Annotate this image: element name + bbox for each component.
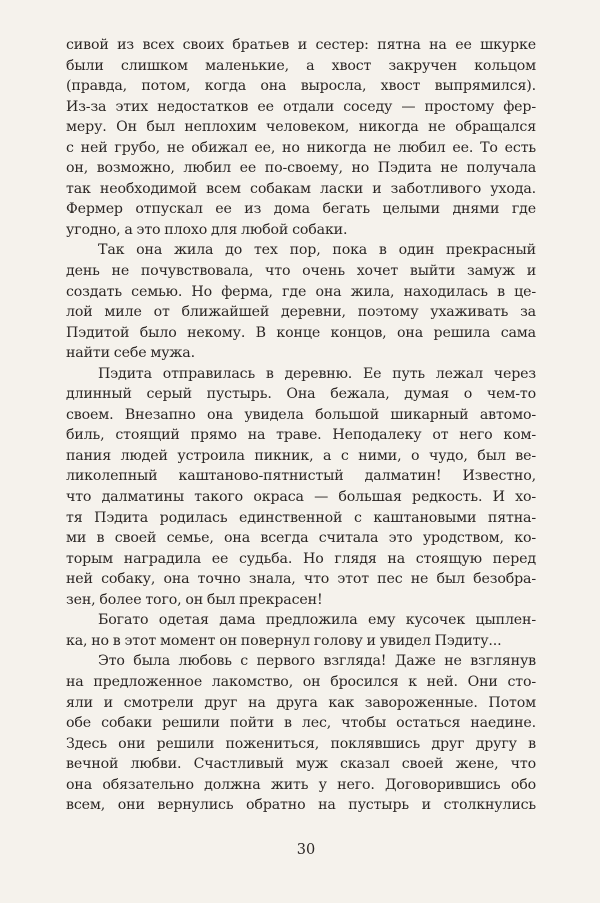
text-line: найти себе мужа. [66,345,195,362]
text-line: всем, они вернулись обратно на пустырь и столкнулись [66,797,536,814]
text-line: ней собаку, она точно знала, что этот пес не был безобра- [66,571,536,588]
text-line: Из-за этих недостатков ее отдали соседу — простому фер- [66,98,536,115]
text-line: с ней грубо, не обижал ее, но никогда не любил ее. То есть [66,139,536,156]
text-line: создать семью. Но ферма, где она жила, находилась в це- [66,283,536,300]
text-line: угодно, а это плохо для любой собаки. [66,221,348,238]
text-line: день не почувствовала, что очень хочет выйти замуж и [66,263,536,280]
text-line: (правда, потом, когда она выросла, хвост выпрямился). [66,78,536,95]
text-line: Здесь они решили пожениться, поклявшись друг другу в [66,735,536,752]
text-line: ка, но в этот момент он повернул голову и увидел Пэдиту... [66,632,502,649]
text-line: Пэдитой было некому. В конце концов, она решила сама [66,324,536,341]
page-number: 30 [296,842,316,858]
text-line: зен, более того, он был прекрасен! [66,591,323,608]
text-line: Так она жила до тех пор, пока в один прекрасный [98,242,536,259]
text-line: что далматины такого окраса — большая редкость. И хо- [66,489,536,506]
text-line: яли и смотрели друг на друга как завороженные. Потом [66,694,536,711]
text-line: сивой из всех своих братьев и сестер: пятна на ее шкурке [66,37,536,53]
text-line: Пэдита отправилась в деревню. Ее путь лежал через [98,365,536,382]
text-line: длинный серый пустырь. Она бежала, думая о чем-то [66,386,536,403]
text-line: были слишком маленькие, а хвост закручен кольцом [66,57,536,74]
text-line: Богато одетая дама предложила ему кусочек цыплен- [98,612,536,629]
page-text [66,35,536,816]
text-line: биль, стоящий прямо на траве. Неподалеку от него ком- [66,427,536,444]
text-line: тя Пэдита родилась единственной с каштановыми пятна- [66,509,536,526]
text-line: ми в своей семье, она всегда считала это уродством, ко- [66,530,536,547]
text-line: меру. Он был неплохим человеком, никогда не обращался [66,119,536,136]
text-line: своем. Внезапно она увидела большой шикарный автомо- [66,406,536,423]
text-line: обе собаки решили пойти в лес, чтобы остаться наедине. [66,715,536,732]
text-line: так необходимой всем собакам ласки и заботливого ухода. [66,180,536,197]
text-line: вечной любви. Счастливый муж сказал своей жене, что [66,756,536,773]
text-line: на предложенное лакомство, он бросился к ней. Они сто- [66,673,536,690]
text-line: она обязательно должна жить у него. Договорившись обо [66,776,536,793]
text-line: ликолепный каштаново-пятнистый далматин! Известно, [66,468,536,485]
text-line: торым наградила ее судьба. Но глядя на стоящую перед [66,550,536,567]
text-line: лой миле от ближайшей деревни, поэтому ухаживать за [66,304,536,321]
text-line: он, возможно, любил ее по-своему, но Пэдита не получала [66,160,536,177]
text-line: пания людей устроила пикник, а с ними, о чудо, был ве- [66,447,536,464]
text-line: Фермер отпускал ее из дома бегать целыми днями где [66,201,536,218]
text-line: Это была любовь с первого взгляда! Даже не взглянув [98,653,536,670]
